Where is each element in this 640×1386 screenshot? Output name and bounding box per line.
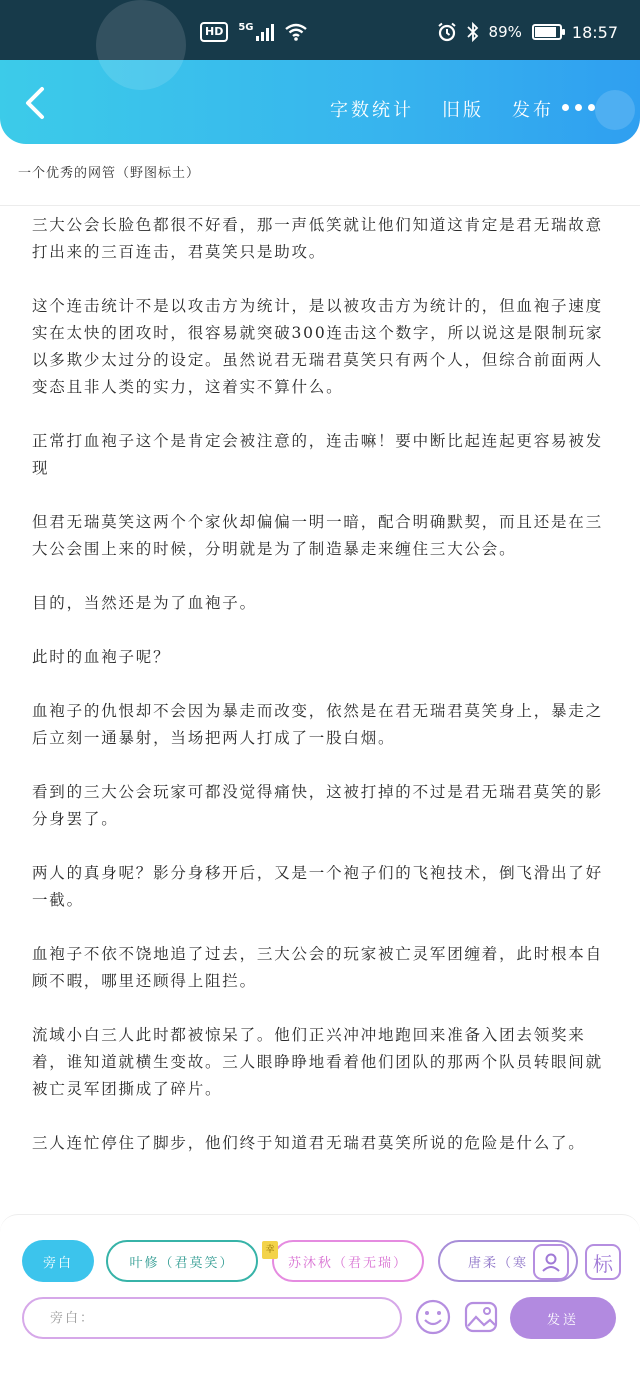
decor-bubble [595,90,635,130]
network-type: 5G [238,21,254,33]
paragraph[interactable]: 正常打血袍子这个是肯定会被注意的，连击嘛！要中断比起连起更容易被发现 [32,432,603,477]
battery-icon [532,24,562,40]
paragraph[interactable]: 这个连击统计不是以攻击方为统计，是以被攻击方为统计的，但血袍子速度实在太快的团攻时，很容易就突破300连击这个数字，所以说这是限制玩家以多欺少太过分的设定。虽然说君无瑞君莫笑只有两个人，但综合前面两人变态且非人类的实力，这着实不算什么。 [32,297,604,396]
paragraph[interactable]: 流域小白三人此时都被惊呆了。他们正兴冲冲地跑回来准备入团去领奖来着，谁知道就横生变故。三人眼睁睁地看着他们团队的那两个队员转眼间就被亡灵军团撕成了碎片。 [32,1026,603,1098]
old-version-button[interactable]: 旧版 [442,100,484,121]
status-left [200,22,308,42]
role-chip-sumuqiu[interactable]: 苏沐秋（君无瑞） [272,1240,424,1282]
battery-fill [535,27,556,37]
decor-bubble [96,0,186,90]
paragraph[interactable]: 看到的三大公会玩家可都没觉得痛快，这被打掉的不过是君无瑞君莫笑的影分身罢了。 [32,783,603,828]
role-selector [0,1240,529,1286]
bluetooth-icon [467,22,479,42]
status-right [437,22,618,42]
role-chip-narrator[interactable]: 旁白 [22,1240,94,1282]
paragraph[interactable]: 血袍子的仇恨却不会因为暴走而改变，依然是在君无瑞君莫笑身上，暴走之后立刻一通暴射，当场把两人打成了一股白烟。 [32,702,603,747]
paragraph[interactable]: 目的，当然还是为了血袍子。 [32,594,257,612]
paragraph[interactable]: 两人的真身呢？影分身移开后，又是一个袍子们的飞袍技术，倒飞滑出了好一截。 [32,864,603,909]
clock: 18:57 [571,22,618,42]
image-icon[interactable] [462,1298,500,1336]
battery-percent: 89% [488,23,522,41]
chapter-title[interactable]: 一个优秀的网管（野图标土） [18,166,201,181]
word-count-button[interactable]: 字数统计 [330,100,414,121]
tag-icon[interactable]: 标 [585,1244,621,1280]
pin-tag: 幸 [262,1241,278,1259]
role-chip-yexiu[interactable]: 叶修（君莫笑） [106,1240,258,1282]
chapter-title-bar [0,144,640,206]
hd-badge: HD [200,22,228,42]
signal-icon [256,23,274,41]
message-input[interactable] [24,1299,400,1337]
paragraph[interactable]: 但君无瑞莫笑这两个个家伙却偏偏一明一暗，配合明确默契，而且还是在三大公会围上来的时候，分明就是为了制造暴走来缠住三大公会。 [32,513,603,558]
message-input-wrapper [22,1297,402,1339]
send-button[interactable]: 发送 [510,1297,616,1339]
role-manager-icon[interactable] [533,1244,569,1280]
emoji-icon[interactable] [414,1298,452,1336]
paragraph[interactable]: 此时的血袍子呢？ [32,648,171,666]
alarm-icon [437,22,457,42]
story-content[interactable] [0,206,640,1214]
header-actions [330,96,554,122]
paragraph[interactable]: 血袍子不依不饶地追了过去，三大公会的玩家被亡灵军团缠着，此时根本自顾不暇，哪里还顾得上阻拦。 [32,945,603,990]
back-icon[interactable] [22,86,52,120]
role-chip-tangrou[interactable]: 唐柔（寒 [438,1240,578,1282]
paragraph[interactable]: 三人连忙停住了脚步，他们终于知道君无瑞君莫笑所说的危险是什么了。 [32,1134,586,1152]
app-header [0,60,640,144]
wifi-icon [284,23,308,41]
publish-button[interactable]: 发布 [512,100,554,121]
more-icon[interactable] [562,104,595,111]
paragraph[interactable]: 三大公会长脸色都很不好看，那一声低笑就让他们知道这肯定是君无瑞故意打出来的三百连击，君莫笑只是助攻。 [32,216,603,261]
